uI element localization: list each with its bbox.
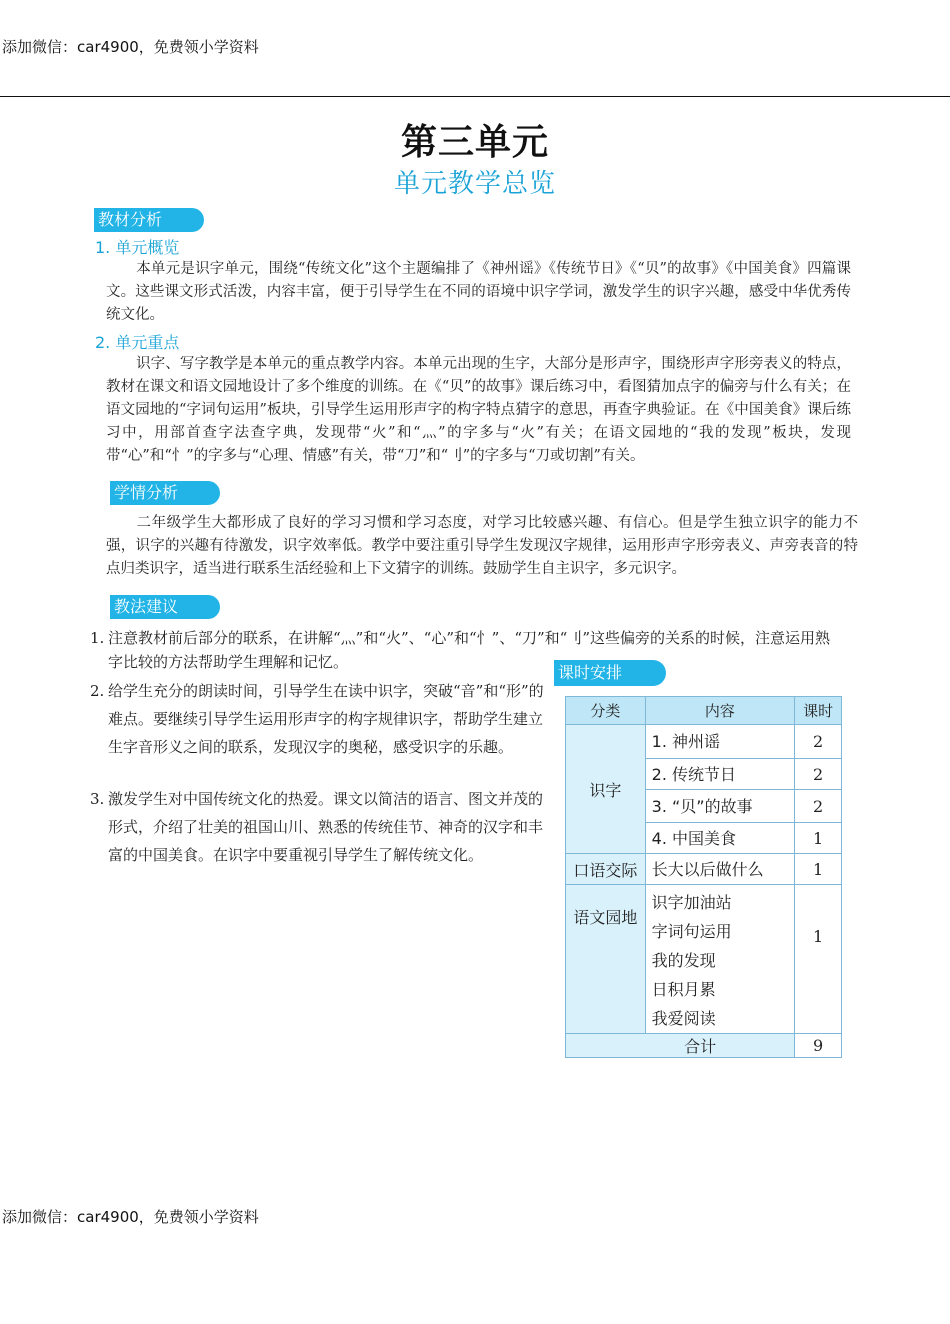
lesson-hours: 2 — [795, 759, 842, 790]
section-label-learners: 学情分析 — [110, 481, 220, 505]
page-subtitle: 单元教学总览 — [393, 169, 556, 199]
focus-paragraph — [106, 353, 851, 468]
learners-paragraph — [106, 512, 858, 581]
section-label-methods: 教法建议 — [110, 595, 220, 619]
overview-text: 本单元是识字单元，围绕“传统文化”这个主题编排了《神州谣》《传统节日》《“贝”的故事》《中国美食》四篇课文。这些课文形式活泼，内容丰富，便于引导学生在不同的语境中识字学词，激发学生的识字兴趣，感受中华优秀传统文化。 — [106, 261, 851, 323]
lesson-content: 3. “贝”的故事 — [645, 790, 794, 823]
schedule-table — [565, 696, 842, 1058]
table-row — [566, 885, 842, 1034]
header-category: 分类 — [566, 697, 646, 725]
category-oral: 口语交际 — [566, 854, 646, 885]
lesson-content: 1. 神州谣 — [645, 725, 794, 759]
garden-item: 日积月累 — [651, 980, 716, 999]
lesson-hours: 1 — [795, 854, 842, 885]
lesson-content: 长大以后做什么 — [645, 854, 794, 885]
total-row — [566, 1034, 842, 1058]
section-label-materials: 教材分析 — [94, 208, 204, 232]
method-item-2-number: 2. — [90, 682, 105, 700]
header-note: 添加微信：car4900，免费领小学资料 — [2, 38, 259, 56]
method-item-3 — [90, 785, 545, 869]
overview-paragraph — [106, 258, 851, 327]
method-item-2 — [90, 677, 545, 761]
total-hours: 9 — [795, 1034, 842, 1058]
lesson-content: 4. 中国美食 — [645, 823, 794, 854]
table-row — [566, 725, 842, 759]
header-divider — [0, 96, 950, 97]
garden-item: 我爱阅读 — [651, 1009, 716, 1028]
table-row — [566, 854, 842, 885]
lesson-hours: 2 — [795, 790, 842, 823]
method-item-1-number: 1. — [90, 629, 105, 647]
page-title: 第三单元 — [400, 122, 549, 163]
method-item-1 — [90, 626, 842, 674]
footer-note: 添加微信：car4900，免费领小学资料 — [2, 1208, 259, 1226]
garden-item: 我的发现 — [651, 951, 716, 970]
lesson-hours: 1 — [795, 823, 842, 854]
focus-text: 识字、写字教学是本单元的重点教学内容。本单元出现的生字，大部分是形声字，围绕形声字形旁表义的特点，教材在课文和语文园地设计了多个维度的训练。在《“贝”的故事》课后练习中，看图猜加点字的偏旁与什么有关；在语文园地的“字词句运用”板块，引导学生运用形声字的构字特点猜字的意思，再查字典验证。在《中国美食》课后练习中，用部首查字法查字典，发现带“火”和“灬”的字多与“火”有关；在语文园地的“我的发现”板块，发现带“心”和“忄”的字多与“心理、情感”有关，带“刀”和“刂”的字多与“刀或切割”有关。 — [106, 356, 851, 464]
learners-text: 二年级学生大都形成了良好的学习习惯和学习态度，对学习比较感兴趣、有信心。但是学生独立识字的能力不强，识字的兴趣有待激发，识字效率低。教学中要注重引导学生发现汉字规律，运用形声字形旁表义、声旁表音的特点归类识字，适当进行联系生活经验和上下文猜字的训练。鼓励学生自主识字，多元识字。 — [106, 515, 858, 577]
method-item-1-text: 注意教材前后部分的联系，在讲解“灬”和“火”、“心”和“忄”、“刀”和“刂”这些偏旁的关系的时候，注意运用熟字比较的方法帮助学生理解和记忆。 — [108, 629, 831, 671]
total-label: 合计 — [566, 1034, 795, 1058]
header-hours: 课时 — [795, 697, 842, 725]
focus-heading: 2. 单元重点 — [95, 333, 180, 352]
lesson-hours: 2 — [795, 725, 842, 759]
category-garden: 语文园地 — [566, 885, 646, 1034]
header-content: 内容 — [645, 697, 794, 725]
lesson-hours: 1 — [795, 885, 842, 1034]
garden-item: 识字加油站 — [651, 893, 732, 912]
lesson-content: 2. 传统节日 — [645, 759, 794, 790]
garden-item: 字词句运用 — [651, 922, 732, 941]
schedule-header-row — [566, 697, 842, 725]
method-item-2-text: 给学生充分的朗读时间，引导学生在读中识字，突破“音”和“形”的难点。要继续引导学生运用形声字的构字规律识字，帮助学生建立生字音形义之间的联系，发现汉字的奥秘，感受识字的乐趣。 — [108, 682, 544, 756]
garden-contents — [645, 885, 794, 1034]
method-item-3-number: 3. — [90, 790, 105, 808]
method-item-3-text: 激发学生对中国传统文化的热爱。课文以简洁的语言、图文并茂的形式，介绍了壮美的祖国山川、熟悉的传统佳节、神奇的汉字和丰富的中国美食。在识字中要重视引导学生了解传统文化。 — [108, 790, 544, 864]
overview-heading: 1. 单元概览 — [95, 238, 180, 257]
category-literacy: 识字 — [566, 725, 646, 854]
section-label-schedule: 课时安排 — [554, 660, 666, 686]
